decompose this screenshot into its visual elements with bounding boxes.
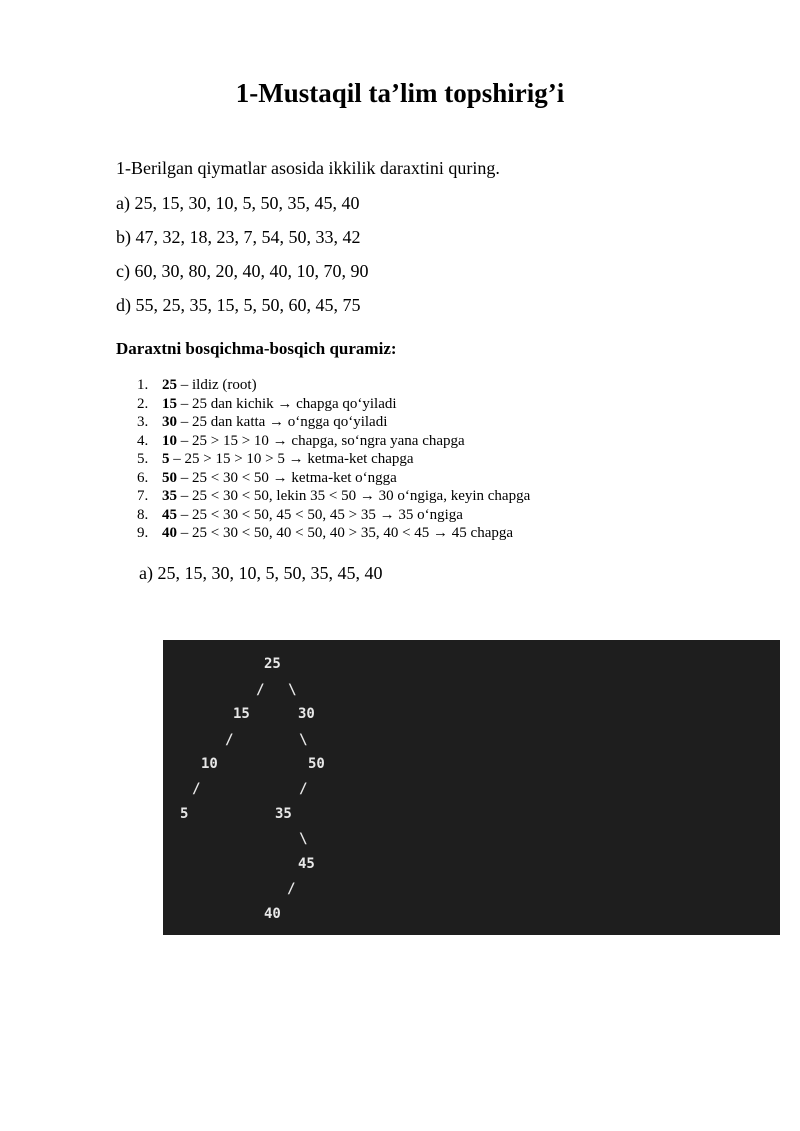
steps-list — [137, 376, 530, 543]
tree-node-50: 50 — [308, 756, 325, 772]
tree-node-10: 10 — [201, 756, 218, 772]
task-text: 1-Berilgan qiymatlar asosida ikkilik daraxtini quring. — [116, 158, 500, 178]
value-set-b: b) 47, 32, 18, 23, 7, 54, 50, 33, 42 — [116, 227, 361, 247]
tree-screenshot — [163, 640, 780, 935]
tree-node-40: 40 — [264, 906, 281, 922]
tree-edge: / — [287, 881, 296, 897]
tree-edge: \ — [299, 831, 308, 847]
value-set-a: a) 25, 15, 30, 10, 5, 50, 35, 45, 40 — [116, 193, 360, 213]
step-item: 1. 25 – ildiz (root) — [137, 377, 257, 393]
value-set-d: d) 55, 25, 35, 15, 5, 50, 60, 45, 75 — [116, 295, 361, 315]
tree-node-25: 25 — [264, 656, 281, 672]
tree-edge: / — [225, 732, 234, 748]
tree-edge: / — [256, 682, 265, 698]
step-item: 4. 10 – 25 > 15 > 10 → chapga, so‘ngra yana chapga — [137, 432, 465, 449]
tree-node-15: 15 — [233, 706, 250, 722]
step-item: 6. 50 – 25 < 30 < 50 → ketma-ket o‘ngga — [137, 469, 397, 486]
tree-node-45: 45 — [298, 856, 315, 872]
value-set-c: c) 60, 30, 80, 20, 40, 40, 10, 70, 90 — [116, 261, 369, 281]
step-item: 9. 40 – 25 < 30 < 50, 40 < 50, 40 > 35, 40 < 45 → 45 chapga — [137, 525, 514, 541]
example-label: a) 25, 15, 30, 10, 5, 50, 35, 45, 40 — [139, 563, 383, 583]
tree-edge: / — [192, 781, 201, 797]
step-item: 2. 15 – 25 dan kichik → chapga qo‘yiladi — [137, 395, 397, 412]
step-item: 3. 30 – 25 dan katta → o‘ngga qo‘yiladi — [137, 414, 388, 430]
step-item: 5. 5 – 25 > 15 > 10 > 5 → ketma-ket chapga — [137, 451, 414, 467]
tree-node-30: 30 — [298, 706, 315, 722]
tree-edge: \ — [288, 682, 297, 698]
page-title: 1-Mustaqil ta’lim topshirig’i — [235, 78, 565, 108]
step-item: 7. 35 – 25 < 30 < 50, lekin 35 < 50 → 30 o‘ngiga, keyin chapga — [137, 488, 531, 504]
tree-edge: \ — [299, 732, 308, 748]
tree-node-5: 5 — [180, 806, 189, 822]
steps-heading: Daraxtni bosqichma-bosqich quramiz: — [116, 339, 397, 358]
tree-node-35: 35 — [275, 806, 292, 822]
tree-edge: / — [299, 781, 308, 797]
step-item: 8. 45 – 25 < 30 < 50, 45 < 50, 45 > 35 → 35 o‘ngiga — [137, 506, 463, 523]
